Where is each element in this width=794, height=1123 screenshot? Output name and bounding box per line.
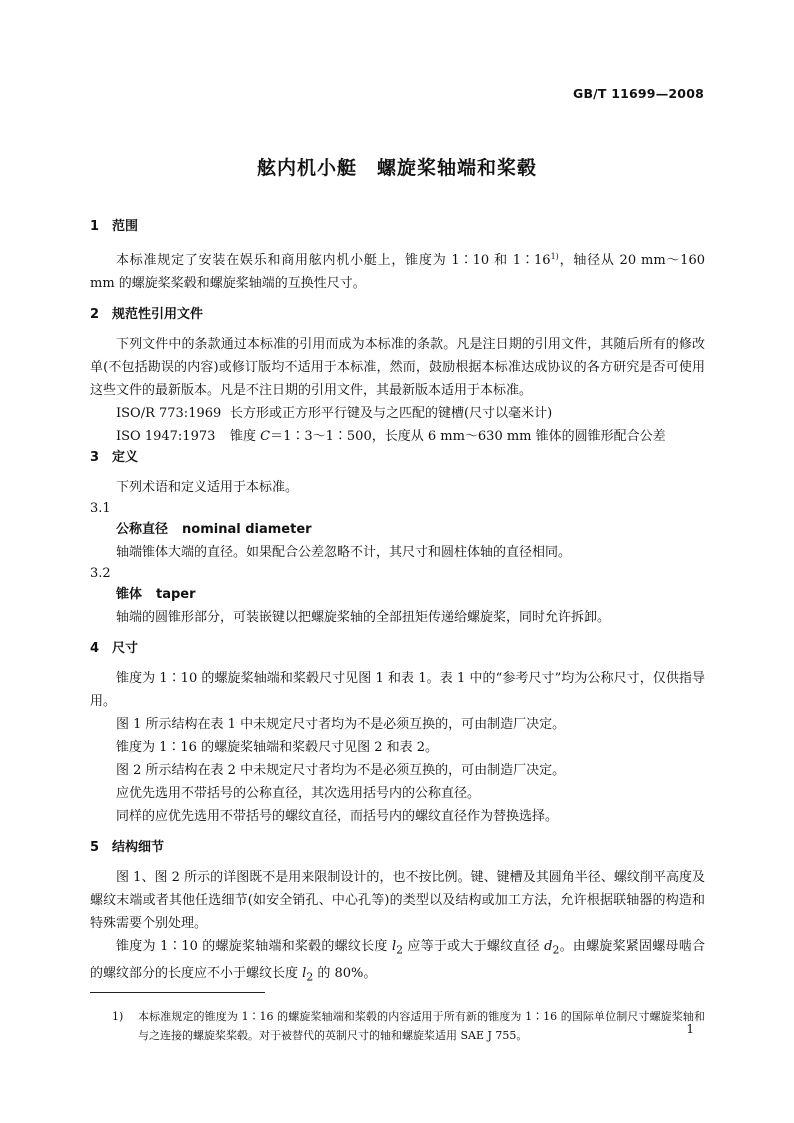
section-5-paragraph — [90, 935, 705, 988]
section-title: 范围 — [112, 219, 139, 234]
variable: d — [544, 939, 553, 954]
term-number: 3.2 — [90, 566, 111, 581]
text-run: ，轴径从 20 mm～160 mm 的螺旋桨桨毂和螺旋桨轴端的互换性尺寸。 — [90, 253, 705, 291]
footnote-number: 1) — [112, 1010, 124, 1024]
section-4-paragraph: 同样的应优先选用不带括号的螺纹直径，而括号内的螺纹直径作为替换选择。 — [116, 809, 559, 824]
text-run: 。由螺旋桨紧固螺母啮合的螺纹部分的长度应不小于螺纹长度 — [90, 939, 705, 981]
term-zh: 锥体 — [116, 587, 143, 602]
text-run: 的 80%。 — [313, 965, 377, 981]
section-5-heading — [90, 838, 705, 858]
standard-code: GB/T 11699—2008 — [572, 86, 704, 101]
term-en: taper — [156, 587, 196, 602]
footnote — [90, 1007, 705, 1045]
section-title: 尺寸 — [112, 641, 139, 656]
section-4-paragraph: 图 2 所示结构在表 2 中未规定尺寸者均为不是必须互换的，可由制造厂决定。 — [116, 763, 566, 778]
section-number: 1 — [90, 219, 100, 234]
term-zh: 公称直径 — [116, 522, 169, 537]
section-4-heading — [90, 639, 705, 659]
variable: l — [391, 939, 397, 954]
subscript: 2 — [306, 970, 314, 984]
term-name — [90, 584, 705, 606]
section-4-paragraph: 锥度为 1∶10 的螺旋桨轴端和桨毂尺寸见图 1 和表 1。表 1 中的“参考尺寸”均为公称尺寸，仅供指导用。 — [90, 671, 705, 709]
text-run: 应等于或大于螺纹直径 — [403, 939, 545, 954]
subscript: 2 — [396, 943, 404, 957]
term-en: nominal diameter — [182, 522, 312, 537]
reference-item — [90, 402, 705, 425]
term-definition: 轴端锥体大端的直径。如果配合公差忽略不计，其尺寸和圆柱体轴的直径相同。 — [116, 545, 572, 560]
reference-item — [90, 425, 705, 448]
term-name — [90, 519, 705, 541]
reference-title — [230, 429, 666, 444]
section-number: 3 — [90, 450, 100, 465]
footnote-separator — [90, 992, 265, 993]
page-number: 1 — [686, 1022, 694, 1036]
section-number: 2 — [90, 307, 100, 322]
reference-code: ISO/R 773:1969 — [116, 406, 222, 421]
section-title: 定义 — [112, 450, 139, 465]
section-1-heading — [90, 217, 705, 237]
section-3-paragraph: 下列术语和定义适用于本标准。 — [116, 480, 299, 495]
section-5-paragraph: 图 1、图 2 所示的详图既不是用来限制设计的，也不按比例。键、键槽及其圆角半径、螺纹削平高度及螺纹末端或者其他任选细节(如安全销孔、中心孔等)的类型以及结构或加工方法，允许根据联轴器的构造和特殊需要个别处理。 — [90, 870, 705, 931]
section-number: 4 — [90, 641, 100, 656]
text-run: 本标准规定了安装在娱乐和商用舷内机小艇上，锥度为 1∶10 和 1∶16 — [116, 253, 551, 268]
variable: l — [302, 965, 307, 981]
section-4-paragraph: 应优先选用不带括号的公称直径，其次选用括号内的公称直径。 — [116, 786, 481, 801]
text-run: ＝1∶3～1∶500，长度从 6 mm～630 mm 锥体的圆锥形配合公差 — [270, 429, 666, 444]
reference-code: ISO 1947:1973 — [116, 429, 216, 444]
section-title: 规范性引用文件 — [112, 307, 204, 322]
variable: C — [260, 429, 271, 444]
section-2-heading — [90, 305, 705, 325]
section-3-heading — [90, 448, 705, 468]
document-body — [90, 217, 705, 1045]
document-title: 舷内机小艇 螺旋桨轴端和桨毂 — [256, 157, 537, 179]
subscript: 2 — [552, 943, 560, 957]
section-1-paragraph — [90, 245, 705, 295]
term-number: 3.1 — [90, 501, 111, 516]
footnote-marker: 1) — [550, 252, 559, 261]
text-run: 锥度 — [230, 429, 261, 444]
section-number: 5 — [90, 840, 100, 855]
section-2-paragraph: 下列文件中的条款通过本标准的引用而成为本标准的条款。凡是注日期的引用文件，其随后所有的修改单(不包括勘误的内容)或修订版均不适用于本标准，然而，鼓励根据本标准达成协议的各方研究是否可使用这些文件的最新版本。凡是不注日期的引用文件，其最新版本适用于本标准。 — [90, 337, 705, 398]
section-4-paragraph: 图 1 所示结构在表 1 中未规定尺寸者均为不是必须互换的，可由制造厂决定。 — [116, 717, 566, 732]
term-definition: 轴端的圆锥形部分，可装嵌键以把螺旋桨轴的全部扭矩传递给螺旋桨，同时允许拆卸。 — [116, 610, 611, 625]
section-4-paragraph: 锥度为 1∶16 的螺旋桨轴端和桨毂尺寸见图 2 和表 2。 — [116, 740, 439, 755]
reference-title: 长方形或正方形平行键及与之匹配的键槽(尺寸以毫米计) — [230, 406, 553, 421]
text-run: 锥度为 1∶10 的螺旋桨轴端和桨毂的螺纹长度 — [116, 939, 392, 954]
footnote-text: 本标准规定的锥度为 1∶16 的螺旋桨轴端和桨毂的内容适用于所有新的锥度为 1∶16 的国际单位制尺寸螺旋桨轴和与之连接的螺旋桨桨毂。对于被替代的英制尺寸的轴和螺旋桨适用 SAE J 755。 — [138, 1010, 705, 1043]
section-title: 结构细节 — [112, 840, 165, 855]
